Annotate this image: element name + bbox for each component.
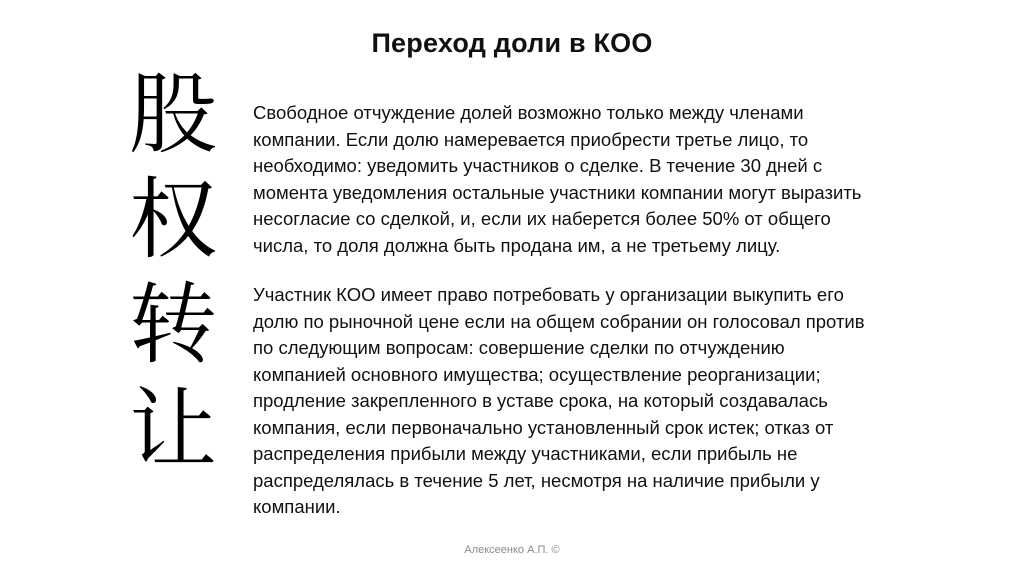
vertical-chinese-text [118, 62, 228, 482]
body-text [253, 100, 878, 544]
chinese-character: 转 [128, 273, 217, 376]
paragraph-free-alienation: Свободное отчуждение долей возможно только между членами компании. Если долю намеревается приобрести третье лицо, то необходимо: уведомить участников о сделке. В течение 30 дней с момента уведомления остальные участники компании могут выразить несогласие со сделкой, и, если их наберется более 50% от общего числа, то доля должна быть продана им, а не третьему лицу. [253, 102, 862, 256]
slide-title: Переход доли в КОО [371, 28, 653, 58]
chinese-character: 股 [128, 63, 217, 166]
chinese-character: 权 [128, 168, 217, 271]
footer-author: Алексеенко А.П. © [464, 544, 560, 556]
paragraph-buyout-right: Участник КОО имеет право потребовать у организации выкупить его долю по рыночной цене если на общем собрании он голосовал против по следующим вопросам: совершение сделки по отчуждению компанией основного имущества; осуществление реорганизации; продление закрепленного в уставе срока, на который создавалась компания, если первоначально установленный срок истек; отказ от распределения прибыли между участниками, если прибыль не распределялась в течение 5 лет, несмотря на наличие прибыли у компании. [253, 284, 865, 517]
chinese-character: 让 [128, 378, 217, 481]
